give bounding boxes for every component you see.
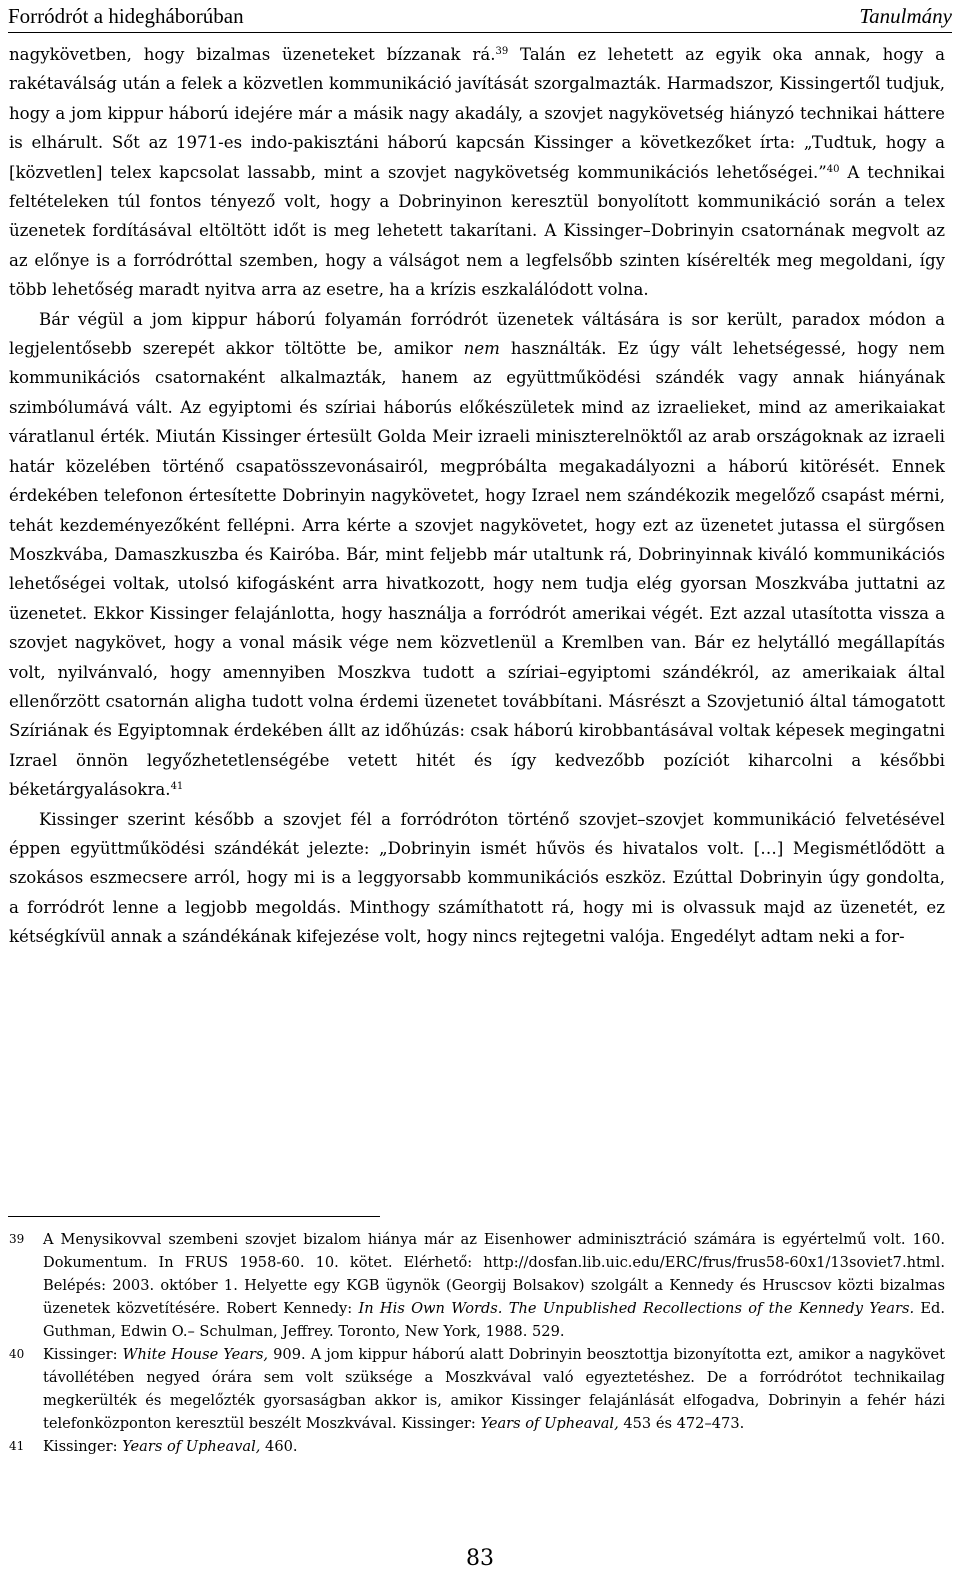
text-run: 460. — [260, 1438, 298, 1455]
paragraph-1 — [9, 40, 945, 305]
text-run: használták. Ez úgy vált lehetségessé, hogy nem kommunikációs csatornaként alkalmazták, hanem az együttműködési szándék vagy annak hiányának szimbólumává vált. Az egyiptomi és szíriai háborús előkészületek mind az izraelieket, mind az amerikaiakat váratlanul érték. Miután Kissinger értesült Golda Meir izraeli miniszterelnöktől az arab országoknak az izraeli határ közelében történő csapatösszevonásairól, megpróbálta megakadályozni a háború kitörését. Ennek érdekében telefonon értesítette Dobrinyin nagykövetet, hogy Izrael nem szándékozik megelőző csapást mérni, tehát kezdeményezőként fellépni. Arra kérte a szovjet nagykövetet, hogy ezt az üzenetet jutassa el sürgősen Moszkvába, Damaszkuszba és Kairóba. Bár, mint feljebb már utaltunk rá, Dobrinyinnak kiváló kommunikációs lehetőségei voltak, utolsó kifogásként arra hivatkozott, hogy nem tudja elég gyorsan Moszkvába juttatni az üzenetet. Ekkor Kissinger felajánlotta, hogy használja a forródrót amerikai végét. Ezt azzal utasította vissza a szovjet nagykövet, hogy a vonal másik vége nem közvetlenül a Kremlben van. Bár ez helytálló megállapítás volt, nyilvánvaló, hogy amennyiben Moszkva tudott a szíriai–egyiptomi szándékról, az amerikaiak által ellenőrzött csatornán aligha tudott volna érdemi üzenetet továbbítani. Másrészt a Szovjetunió által támogatott Szíriának és Egyiptomnak érdekében állt az időhúzás: csak háború kirobbantásával voltak képesek megingatni Izrael önnön legyőzhetetlenségébe vetett hitét és így kedvezőbb pozíciót kiharcolni a későbbi béketárgyalásokra. — [9, 339, 945, 800]
footnote-text — [43, 1435, 945, 1458]
paragraph-2 — [9, 305, 945, 805]
main-text — [9, 40, 945, 952]
book-title: In His Own Words. The Unpublished Recollections of the Kennedy Years. — [358, 1300, 915, 1317]
paragraph-3: Kissinger szerint később a szovjet fél a forródróton történő szovjet–szovjet kommunikáció felvetésével éppen együttműködési szándékát jelezte: „Dobrinyin ismét hűvös és hivatalos volt. […] Megismétlődött a szokásos eszmecsere arról, hogy mi is a leggyorsabb kommunikációs eszköz. Ezúttal Dobrinyin úgy gondolta, a forródrót lenne a legjobb megoldás. Minthogy számíthatott rá, hogy mi is olvassuk majd az üzenetét, ez kétségkívül annak a szándékának kifejezése volt, hogy nincs rejtegetni valója. Engedélyt adtam neki a for- — [9, 809, 945, 947]
footnote-ref-41: 41 — [170, 781, 184, 793]
footnote-41 — [9, 1435, 945, 1458]
footnote-text — [43, 1228, 945, 1343]
text-run: Talán ez lehetett az egyik oka annak, hogy a rakétaválság után a felek a közvetlen kommunikáció javítását szorgalmazták. Harmadszor, Kissingertől tudjuk, hogy a jom kippur háború idejére már a másik nagy akadály, a szovjet nagykövetség hiányzó technikai háttere is elhárult. Sőt az 1971-es indo-pakisztáni háború kapcsán Kissinger a következőket írta: „Tudtuk, hogy a [közvetlen] telex kapcsolat lassabb, mint a szovjet nagykövetség kommunikációs lehetőségei.” — [9, 45, 945, 182]
page-number: 83 — [466, 1546, 494, 1571]
running-title: Forródrót a hidegháborúban — [8, 3, 244, 28]
section-label: Tanulmány — [859, 3, 952, 28]
footnote-number: 41 — [9, 1439, 25, 1453]
text-run: Kissinger: — [43, 1346, 123, 1363]
emphasis: nem — [463, 339, 500, 359]
text-run: Ed. Guthman, Edwin O.– Schulman, Jeffrey. Toronto, New York, 1988. 529. — [43, 1300, 945, 1340]
text-run: Bár végül a jom kippur háború folyamán forródrót üzenetek váltására is sor került, paradox módon a legjelentősebb szerepét akkor töltötte be, amikor — [9, 309, 945, 359]
footnote-separator — [8, 1216, 380, 1217]
footnote-40 — [9, 1343, 945, 1435]
text-run: A Menysikovval szembeni szovjet bizalom hiánya már az Eisenhower adminisztráció számára is egyértelmű volt. 160. Dokumentum. In FRUS 1958-60. 10. kötet. Elérhető: http://dosfan.lib.uic.edu/ERC/frus/frus58-60x1/13soviet7.html. Belépés: 2003. október 1. Helyette egy KGB ügynök (Georgij Bolsakov) szolgált a Kennedy és Hruscsov közti bizalmas üzenetek közvetítésére. Robert Kennedy: — [43, 1231, 945, 1317]
text-run: A technikai feltételeken túl fontos tényező volt, hogy a Dobrinyinon keresztül bonyolított kommunikáció során a telex üzenetek fordításával eltöltött időt is meg lehetett takarítani. A Kissinger–Dobrinyin csatornának megvolt az az előnye is a forródróttal szemben, hogy a válságot nem a legfelsőbb szinten kísérelték meg megoldani, így több lehetőség maradt nyitva arra az esetre, ha a krízis eszkalálódott volna. — [9, 162, 945, 300]
footnote-ref-39: 39 — [495, 46, 509, 57]
book-title: Years of Upheaval, — [480, 1415, 619, 1432]
footnote-39 — [9, 1228, 945, 1343]
footnote-ref-40: 40 — [826, 163, 840, 175]
text-run: 453 és 472–473. — [618, 1415, 745, 1432]
text-run: nagykövetben, hogy bizalmas üzeneteket bízzanak rá. — [9, 45, 496, 64]
footnote-number: 39 — [9, 1232, 25, 1246]
running-header — [8, 0, 952, 33]
book-title: Years of Upheaval, — [122, 1438, 261, 1455]
footnote-text — [43, 1343, 945, 1435]
footnote-number: 40 — [9, 1347, 25, 1361]
text-run: 909. A jom kippur háború alatt Dobrinyin beosztottja bizonyította ezt, amikor a nagykövet távollétében negyed órára sem volt szüksége a Moszkvával való egyeztetéshez. De a forródrótot technikailag megkerülték és megelőzték gyorsaságban akkor is, amikor Kissinger felajánlását elfogadva, Dobrinyin a fehér házi telefonközponton keresztül beszélt Moszkvával. Kissinger: — [43, 1346, 945, 1432]
footnotes — [9, 1228, 945, 1458]
book-title: White House Years, — [122, 1346, 269, 1363]
text-run: Kissinger: — [43, 1438, 123, 1455]
